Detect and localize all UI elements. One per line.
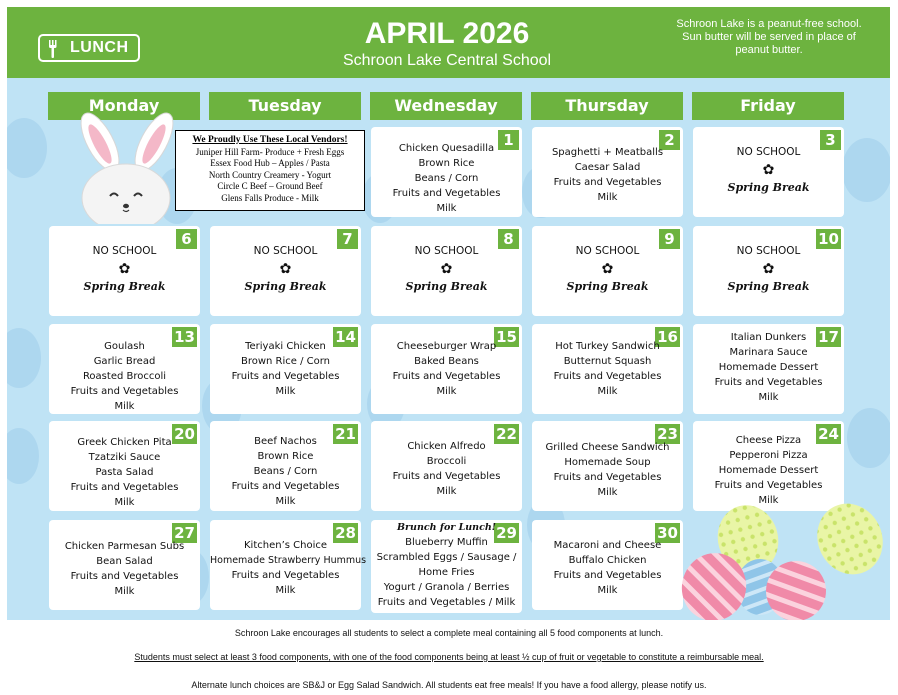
menu-item: Italian Dunkers — [730, 332, 807, 343]
bunny-icon — [62, 112, 192, 224]
menu-item: Beans / Corn — [253, 466, 318, 477]
egg-decoration-icon — [7, 428, 39, 484]
day-number: 6 — [176, 229, 197, 249]
day-header-thursday: Thursday — [531, 92, 683, 120]
menu-item: Buffalo Chicken — [568, 555, 647, 566]
day-number: 29 — [496, 524, 517, 542]
day-cell-28 — [210, 520, 367, 610]
menu-item: Cheese Pizza — [735, 435, 802, 446]
menu-item: Marinara Sauce — [729, 347, 808, 358]
menu-item: Fruits and Vegetables — [553, 472, 662, 483]
flower-icon: ✿ — [440, 261, 453, 277]
local-vendors-box — [175, 130, 365, 211]
spring-break-label: Spring Break — [244, 280, 327, 293]
menu-item: Chicken Parmesan Subs — [64, 541, 185, 552]
menu-item: Goulash — [104, 341, 145, 352]
footer-line-2: Students must select at least 3 food components, with one of the food components being at least ½ cup of fruit or vegetable to constitute a reimbursable meal. — [134, 652, 764, 662]
day-cell-27 — [49, 520, 200, 610]
menu-item: Kitchen’s Choice — [243, 540, 328, 551]
menu-item: Teriyaki Chicken — [245, 341, 326, 352]
no-school-label: NO SCHOOL — [253, 245, 318, 257]
footer-line-1: Schroon Lake encourages all students to select a complete meal containing all 5 food components at lunch. — [234, 628, 664, 638]
day-cell-3 — [693, 127, 844, 217]
menu-item: Grilled Cheese Sandwich — [545, 442, 670, 453]
vendor-item: Juniper Hill Farm- Produce + Fresh Eggs — [195, 146, 345, 157]
menu-item: Fruits and Vegetables — [70, 571, 179, 582]
day-header-wednesday: Wednesday — [370, 92, 522, 120]
egg-decoration-icon — [842, 138, 890, 202]
menu-item: Spaghetti + Meatballs — [551, 147, 664, 158]
day-number: 8 — [498, 229, 519, 249]
spring-break-label: Spring Break — [405, 280, 488, 293]
day-number: 7 — [337, 229, 358, 249]
menu-item: Milk — [114, 401, 135, 412]
menu-item: Beef Nachos — [254, 436, 317, 447]
menu-item: Milk — [114, 497, 135, 508]
menu-item: Bean Salad — [96, 556, 153, 567]
day-cell-2 — [532, 127, 683, 217]
day-number: 23 — [657, 425, 678, 443]
peanut-notice: Schroon Lake is a peanut-free school. Sun butter will be served in place of peanut butter. — [676, 18, 862, 56]
day-cell-20 — [49, 421, 200, 511]
menu-item: Homemade Soup — [564, 457, 651, 468]
menu-item: Macaroni and Cheese — [553, 540, 662, 551]
flower-icon: ✿ — [762, 162, 775, 178]
menu-item: Beans / Corn — [414, 173, 479, 184]
day-cell-13 — [49, 324, 200, 414]
lunch-logo — [38, 34, 140, 62]
menu-item: Baked Beans — [414, 356, 479, 367]
day-cell-30 — [532, 520, 683, 610]
menu-item: Tzatziki Sauce — [88, 452, 161, 463]
menu-item: Fruits and Vegetables — [392, 188, 501, 199]
menu-item: Fruits and Vegetables — [70, 386, 179, 397]
menu-item: Butternut Squash — [563, 356, 652, 367]
menu-item: Fruits and Vegetables — [714, 480, 823, 491]
menu-item: Hot Turkey Sandwich — [555, 341, 660, 352]
menu-item: Blueberry Muffin — [405, 537, 488, 548]
vendors-title: We Proudly Use These Local Vendors! — [192, 135, 348, 145]
spring-break-label: Spring Break — [566, 280, 649, 293]
menu-item: Scrambled Eggs / Sausage / — [376, 552, 517, 563]
menu-item: Home Fries — [418, 567, 475, 578]
menu-item: Milk — [436, 203, 457, 214]
day-cell-24 — [693, 421, 844, 511]
vendor-item: Glens Falls Produce - Milk — [221, 192, 319, 203]
day-cell-17 — [693, 324, 844, 414]
day-cell-21 — [210, 421, 361, 511]
menu-item: Fruits and Vegetables — [392, 371, 501, 382]
day-cell-9 — [532, 226, 683, 316]
vendor-item: Essex Food Hub – Apples / Pasta — [210, 158, 330, 168]
menu-item: Fruits and Vegetables — [714, 377, 823, 388]
no-school-label: NO SCHOOL — [414, 245, 479, 257]
menu-item: Milk — [436, 386, 457, 397]
school-name: Schroon Lake Central School — [342, 52, 552, 69]
menu-item: Pepperoni Pizza — [729, 450, 808, 461]
menu-item: Homemade Strawberry Hummus — [210, 555, 367, 566]
menu-item: Fruits and Vegetables / Milk — [377, 597, 516, 608]
flower-icon: ✿ — [118, 261, 131, 277]
day-cell-14 — [210, 324, 361, 414]
menu-item: Fruits and Vegetables — [231, 371, 340, 382]
day-number: 21 — [335, 425, 356, 443]
menu-item: Milk — [597, 487, 618, 498]
day-cell-29 — [371, 520, 522, 613]
header-bar — [7, 7, 890, 78]
no-school-label: NO SCHOOL — [92, 245, 157, 257]
menu-item: Milk — [758, 495, 779, 506]
day-number: 27 — [174, 524, 195, 542]
menu-item: Milk — [436, 486, 457, 497]
day-cell-8 — [371, 226, 522, 316]
day-cell-16 — [532, 324, 683, 414]
menu-item: Fruits and Vegetables — [553, 570, 662, 581]
menu-item: Fruits and Vegetables — [392, 471, 501, 482]
footer-line-3: Alternate lunch choices are SB&J or Egg Salad Sandwich. All students eat free meals! If you have a food allergy, please notify us. — [191, 680, 707, 690]
menu-item: Fruits and Vegetables — [553, 371, 662, 382]
menu-item: Broccoli — [426, 456, 467, 467]
spring-break-label: Spring Break — [727, 181, 810, 194]
day-cell-6 — [49, 226, 200, 316]
day-cell-1 — [371, 127, 522, 217]
day-number: 22 — [496, 425, 517, 443]
day-number: 16 — [657, 328, 678, 346]
menu-item: Milk — [597, 192, 618, 203]
day-number: 10 — [818, 230, 839, 248]
day-number: 24 — [818, 425, 839, 443]
menu-item: Caesar Salad — [574, 162, 641, 173]
no-school-label: NO SCHOOL — [736, 245, 801, 257]
menu-item: Homemade Dessert — [718, 362, 819, 373]
menu-item: Fruits and Vegetables — [231, 570, 340, 581]
menu-item: Milk — [275, 496, 296, 507]
egg-decoration-icon — [7, 118, 47, 178]
day-number: 9 — [659, 229, 680, 249]
menu-item: Milk — [275, 386, 296, 397]
menu-item: Chicken Quesadilla — [398, 143, 495, 154]
menu-item: Brown Rice — [418, 158, 475, 169]
menu-item: Milk — [114, 586, 135, 597]
spring-break-label: Spring Break — [83, 280, 166, 293]
menu-item: Milk — [597, 585, 618, 596]
menu-item: Chicken Alfredo — [407, 441, 486, 452]
day-number: 17 — [818, 328, 839, 346]
menu-item: Roasted Broccoli — [82, 371, 167, 382]
menu-item: Milk — [597, 386, 618, 397]
menu-item: Garlic Bread — [93, 356, 156, 367]
day-number: 2 — [659, 130, 680, 150]
menu-item: Milk — [275, 585, 296, 596]
menu-item: Fruits and Vegetables — [553, 177, 662, 188]
menu-item: Fruits and Vegetables — [70, 482, 179, 493]
fork-icon — [47, 39, 63, 59]
vendor-item: Circle C Beef – Ground Beef — [217, 181, 323, 191]
menu-item: Cheeseburger Wrap — [396, 341, 497, 352]
flower-icon: ✿ — [762, 261, 775, 277]
menu-item: Pasta Salad — [95, 467, 154, 478]
day-number: 20 — [174, 425, 195, 443]
day-number: 1 — [498, 130, 519, 150]
vendor-item: North Country Creamery - Yogurt — [208, 169, 332, 180]
menu-item: Yogurt / Granola / Berries — [383, 582, 510, 593]
day-cell-15 — [371, 324, 522, 414]
day-number: 28 — [335, 524, 356, 542]
no-school-label: NO SCHOOL — [736, 146, 801, 158]
day-header-tuesday: Tuesday — [209, 92, 361, 120]
no-school-label: NO SCHOOL — [575, 245, 640, 257]
flower-icon: ✿ — [279, 261, 292, 277]
day-cell-7 — [210, 226, 361, 316]
logo-label: LUNCH — [70, 39, 129, 56]
page-title: APRIL 2026 — [364, 17, 530, 50]
menu-item: Homemade Dessert — [718, 465, 819, 476]
menu-item: Milk — [758, 392, 779, 403]
day-number: 15 — [496, 328, 517, 346]
day-number: 14 — [335, 328, 356, 346]
day-cell-22 — [371, 421, 522, 511]
spring-break-label: Spring Break — [727, 280, 810, 293]
day-cell-10 — [693, 226, 844, 316]
day-header-monday: Monday — [48, 92, 200, 120]
egg-decoration-icon — [7, 328, 41, 388]
day-header-friday: Friday — [692, 92, 844, 120]
flower-icon: ✿ — [601, 261, 614, 277]
day-number: 13 — [174, 328, 195, 346]
menu-item: Fruits and Vegetables — [231, 481, 340, 492]
egg-decoration-icon — [847, 408, 890, 468]
day-cell-23 — [532, 421, 683, 511]
day-number: 3 — [820, 130, 841, 150]
menu-item: Greek Chicken Pita — [77, 437, 172, 448]
easter-eggs-icon — [678, 503, 890, 620]
menu-item: Brown Rice / Corn — [240, 356, 331, 367]
brunch-label: Brunch for Lunch! — [397, 522, 496, 533]
menu-item: Brown Rice — [257, 451, 314, 462]
day-number: 30 — [657, 524, 678, 542]
